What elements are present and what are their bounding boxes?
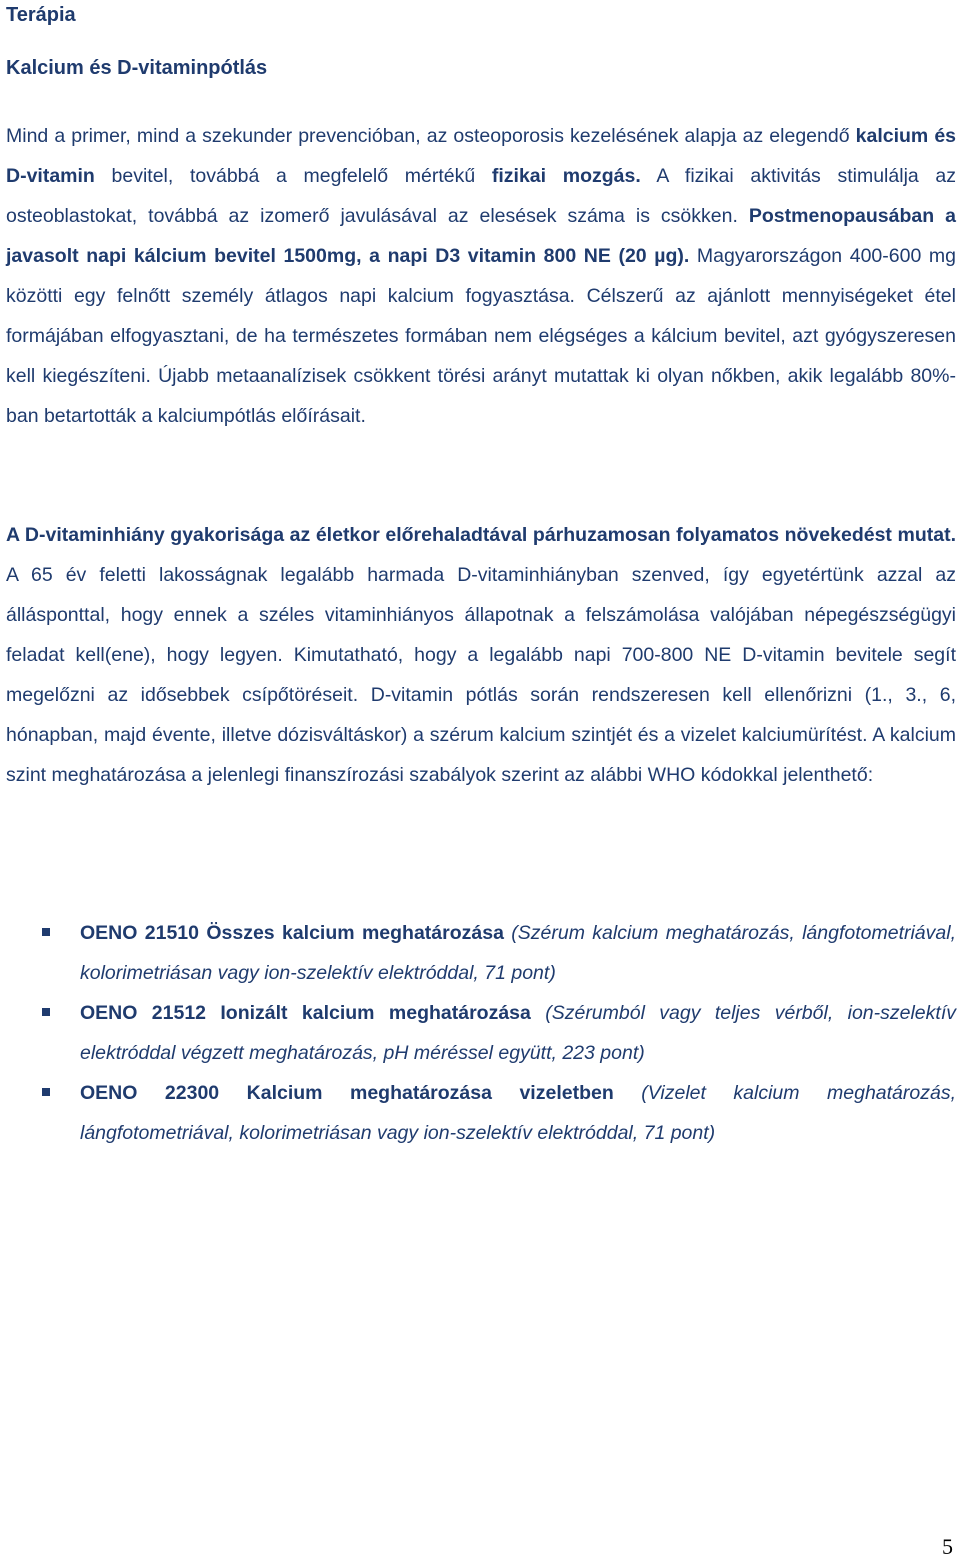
list-item (0, 1073, 956, 1153)
code-detail: (Vizelet kalcium meghatározás, lángfotometriával, kolorimetriásan vagy ion-szelektív elektróddal, 71 pont) (80, 1082, 956, 1144)
text-run: Magyarországon 400-600 mg közötti egy felnőtt személy átlagos napi kalcium fogyasztása. Célszerű az ajánlott mennyiségeket étel formájában elfogyasztani, de ha természetes formában nem elégséges a kálcium bevitel, azt gyógyszeresen kell kiegészíteni. Újabb metaanalízisek csökkent törési arányt mutattak ki olyan nőkben, akik legalább 80%-ban betartották a kalciumpótlás előírásait. (6, 245, 956, 427)
text-run-bold: fizikai mozgás. (491, 165, 641, 187)
text-run: bevitel, továbbá a megfelelő mértékű (94, 165, 492, 187)
list-item (0, 993, 956, 1073)
square-bullet-icon (42, 928, 50, 936)
code-detail: (Szérumból vagy teljes vérből, ion-szelektív elektróddal végzett meghatározás, pH méréssel együtt, 223 pont) (80, 1002, 956, 1064)
who-code-list (0, 913, 960, 1153)
code-title: OENO 22300 Kalcium meghatározása vizeletben (80, 1082, 614, 1104)
paragraph-vitamin-d-deficiency (6, 515, 956, 795)
code-title: OENO 21512 Ionizált kalcium meghatározása (80, 1002, 531, 1024)
subsection-title: Kalcium és D-vitaminpótlás (6, 57, 268, 79)
text-run: Mind a primer, mind a szekunder prevencióban, az osteoporosis kezelésének alapja az elegendő (6, 125, 856, 147)
code-detail: (Szérum kalcium meghatározás, lángfotometriával, kolorimetriásan vagy ion-szelektív elektróddal, 71 pont) (80, 922, 956, 984)
text-run-bold: kalcium és D-vitamin (6, 125, 957, 187)
code-title: OENO 21510 Összes kalcium meghatározása (80, 922, 504, 944)
text-run: A fizikai aktivitás stimulálja az osteoblastokat, továbbá az izomerő javulásával az elesések száma is csökken. (6, 165, 956, 227)
text-run: A 65 év feletti lakosságnak legalább harmada D-vitaminhiányban szenved, így egyetértünk azzal az állásponttal, hogy ennek a széles vitaminhiányos állapotnak a felszámolása valójában népegészségügyi feladat kell(ene), hogy legyen. Kimutatható, hogy a legalább napi 700-800 NE D-vitamin bevitele segít megelőzni az idősebbek csípőtöréseit. D-vitamin pótlás során rendszeresen kell ellenőrizni (1., 3., 6, hónapban, majd évente, illetve dózisváltáskor) a szérum kalcium szintjét és a vizelet kalciumürítést. A kalcium szint meghatározása a jelenlegi finanszírozási szabályok szerint az alábbi WHO kódokkal jelenthető: (6, 564, 956, 786)
square-bullet-icon (42, 1008, 50, 1016)
square-bullet-icon (42, 1088, 50, 1096)
text-run-bold: Postmenopausában a javasolt napi kálcium bevitel 1500mg, a napi D3 vitamin 800 NE (20 µg). (6, 205, 956, 267)
section-title: Terápia (6, 4, 76, 26)
list-item (0, 913, 956, 993)
paragraph-calcium-intake (6, 116, 956, 436)
page-number: 5 (942, 1534, 953, 1559)
text-run-bold: A D-vitaminhiány gyakorisága az életkor előrehaladtával párhuzamosan folyamatos növekedést mutat. (6, 524, 956, 546)
